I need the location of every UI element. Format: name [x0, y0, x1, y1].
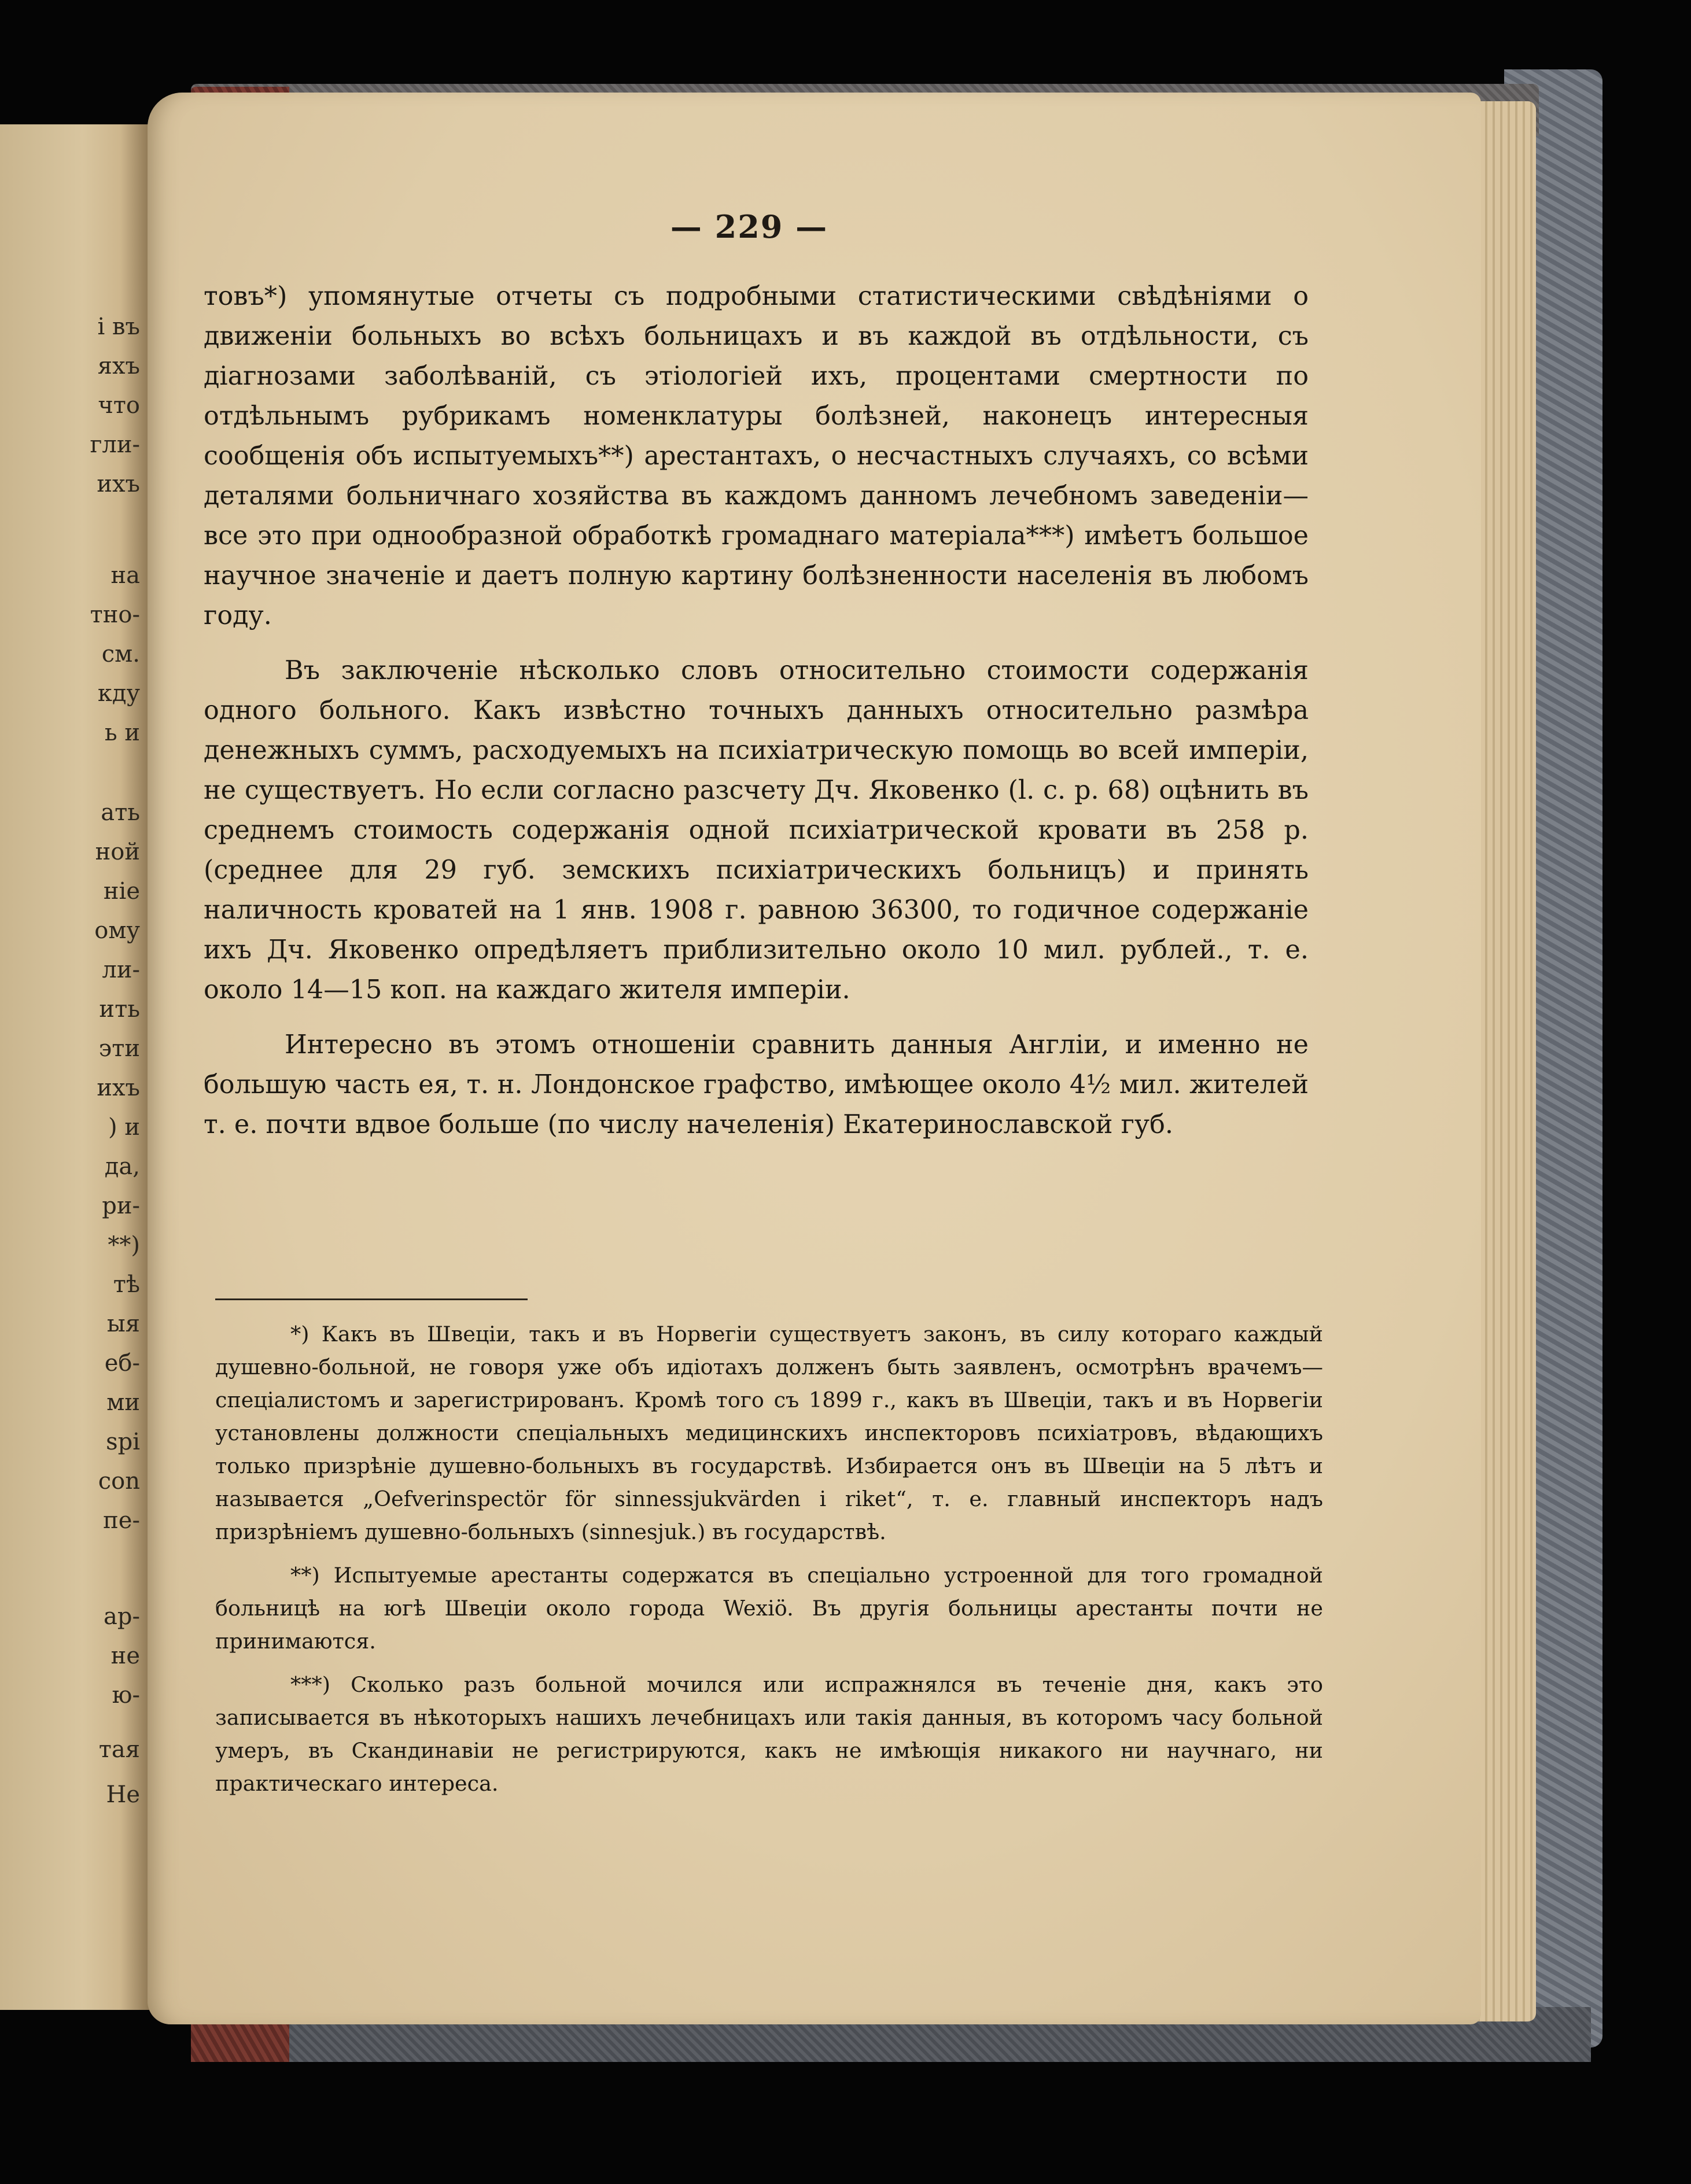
previous-page-fragment: ыя [106, 1311, 140, 1337]
previous-page-fragment: ать [101, 799, 140, 826]
previous-page-fragment: ить [99, 996, 140, 1023]
previous-page-fragment: ри- [102, 1193, 140, 1219]
previous-page-fragment: Не [106, 1781, 140, 1808]
footnote: **) Испытуемые арестанты содержатся въ спеціально устроенной для того громадной больницѣ на югѣ Швеціи около города Wexiö. Въ другія больницы арестанты почти не принимаются. [215, 1563, 1323, 1654]
previous-page-fragment: тѣ [113, 1271, 140, 1298]
body-paragraph: Въ заключеніе нѣсколько словъ относительно стоимости содержанія одного больного. Какъ извѣстно точныхъ данныхъ относительно размѣра денежныхъ суммъ, расходуемыхъ на психіатрическую помощь во всей имперіи, не существуетъ. Но если согласно разсчету Дч. Яковенко (l. с. р. 68) оцѣнить въ среднемъ стоимость содержанія одной психіатрической кровати въ 258 р. (среднее для 29 губ. земскихъ психіатрическихъ больницъ) и принять наличность кроватей на 1 янв. 1908 г. равною 36300, то годичное содержаніе ихъ Дч. Яковенко опредѣляетъ приблизительно около 10 мил. рублей., т. е. около 14—15 коп. на каждаго жителя имперіи. [204, 656, 1309, 1005]
body-paragraph: товъ*) упомянутые отчеты съ подробными статистическими свѣдѣніями о движеніи больныхъ во всѣхъ больницахъ и въ каждой въ отдѣльности, съ діагнозами заболѣваній, съ этіологіей ихъ, процентами смертности по отдѣльнымъ рубрикамъ номенклатуры болѣзней, наконецъ интересныя сообщенія объ испытуемыхъ**) арестантахъ, о несчастныхъ случаяхъ, со всѣми деталями больничнаго хозяйства въ каждомъ данномъ лечебномъ заведеніи—все это при однообразной обработкѣ громаднаго матеріала***) имѣетъ большое научное значеніе и даетъ полную картину болѣзненности населенія въ любомъ году. [204, 282, 1309, 630]
previous-page-fragment: тая [98, 1736, 140, 1763]
previous-page-fragment: ной [95, 839, 140, 865]
page-stack-edges [1472, 101, 1536, 2021]
previous-page-fragment: еб- [104, 1350, 140, 1377]
previous-page-fragment: что [98, 392, 140, 419]
previous-page-fragment: эти [98, 1035, 140, 1062]
footnote-divider [215, 1298, 528, 1300]
previous-page-fragment: con [98, 1468, 140, 1495]
page-number: — 229 — [670, 208, 828, 245]
body-paragraph: Интересно въ этомъ отношеніи сравнить данныя Англіи, и именно не большую часть ея, т. н. Лондонское графство, имѣющее около 4½ мил. жителей т. е. почти вдвое больше (по числу начеленія) Екатеринославской губ. [204, 1030, 1309, 1139]
previous-page-fragment: ихъ [97, 1075, 140, 1101]
previous-page-fragment: ніе [103, 878, 140, 905]
previous-page-fragment: пе- [103, 1507, 140, 1534]
previous-page-edge [0, 124, 150, 2010]
previous-page-fragment: на [110, 562, 140, 589]
previous-page-fragment: гли- [90, 431, 140, 458]
previous-page-fragment: spi [106, 1429, 140, 1455]
previous-page-fragment: ихъ [97, 471, 140, 497]
previous-page-fragment: ому [94, 917, 140, 944]
previous-page-fragment: ми [106, 1389, 140, 1416]
previous-page-fragment: ли- [102, 957, 140, 983]
previous-page-fragment: да, [104, 1153, 140, 1180]
previous-page-fragment: яхъ [97, 353, 140, 379]
previous-page-fragment: ар- [104, 1603, 140, 1630]
footnote: *) Какъ въ Швеціи, такъ и въ Норвегіи существуетъ законъ, въ силу котораго каждый душевно-больной, не говоря уже объ идіотахъ долженъ быть заявленъ, осмотрѣнъ врачемъ—спеціалистомъ и зарегистрированъ. Кромѣ того съ 1899 г., какъ въ Швеціи, такъ и въ Норвегіи установлены должности спеціальныхъ медицинскихъ инспекторовъ психіатровъ, вѣдающихъ только призрѣніе душевно-больныхъ въ государствѣ. Избирается онъ въ Швеціи на 5 лѣтъ и называется „Oefverinspectör för sinnessjukvärden i riket“, т. е. главный инспекторъ надъ призрѣніемъ душевно-больныхъ (sinnesjuk.) въ государствѣ. [215, 1322, 1323, 1544]
previous-page-fragment: ) и [108, 1114, 140, 1141]
previous-page-fragment: ь и [104, 720, 140, 746]
footnote: ***) Сколько разъ больной мочился или испражнялся въ теченіе дня, какъ это записывается въ нѣкоторыхъ нашихъ лечебницахъ или такія данныя, въ которомъ часу больной умеръ, въ Скандинавіи не регистрируются, какъ не имѣющія никакого ни научнаго, ни практическаго интереса. [215, 1672, 1323, 1796]
previous-page-fragment: ю- [112, 1682, 140, 1709]
previous-page-fragment: тно- [90, 602, 140, 628]
previous-page-fragment: кду [97, 680, 140, 707]
previous-page-fragment: **) [108, 1232, 140, 1259]
body-text [204, 276, 1309, 1145]
previous-page-fragment: i въ [97, 313, 140, 340]
previous-page-fragment: см. [101, 641, 140, 667]
footnotes [215, 1318, 1323, 1810]
previous-page-fragment: не [110, 1643, 140, 1669]
